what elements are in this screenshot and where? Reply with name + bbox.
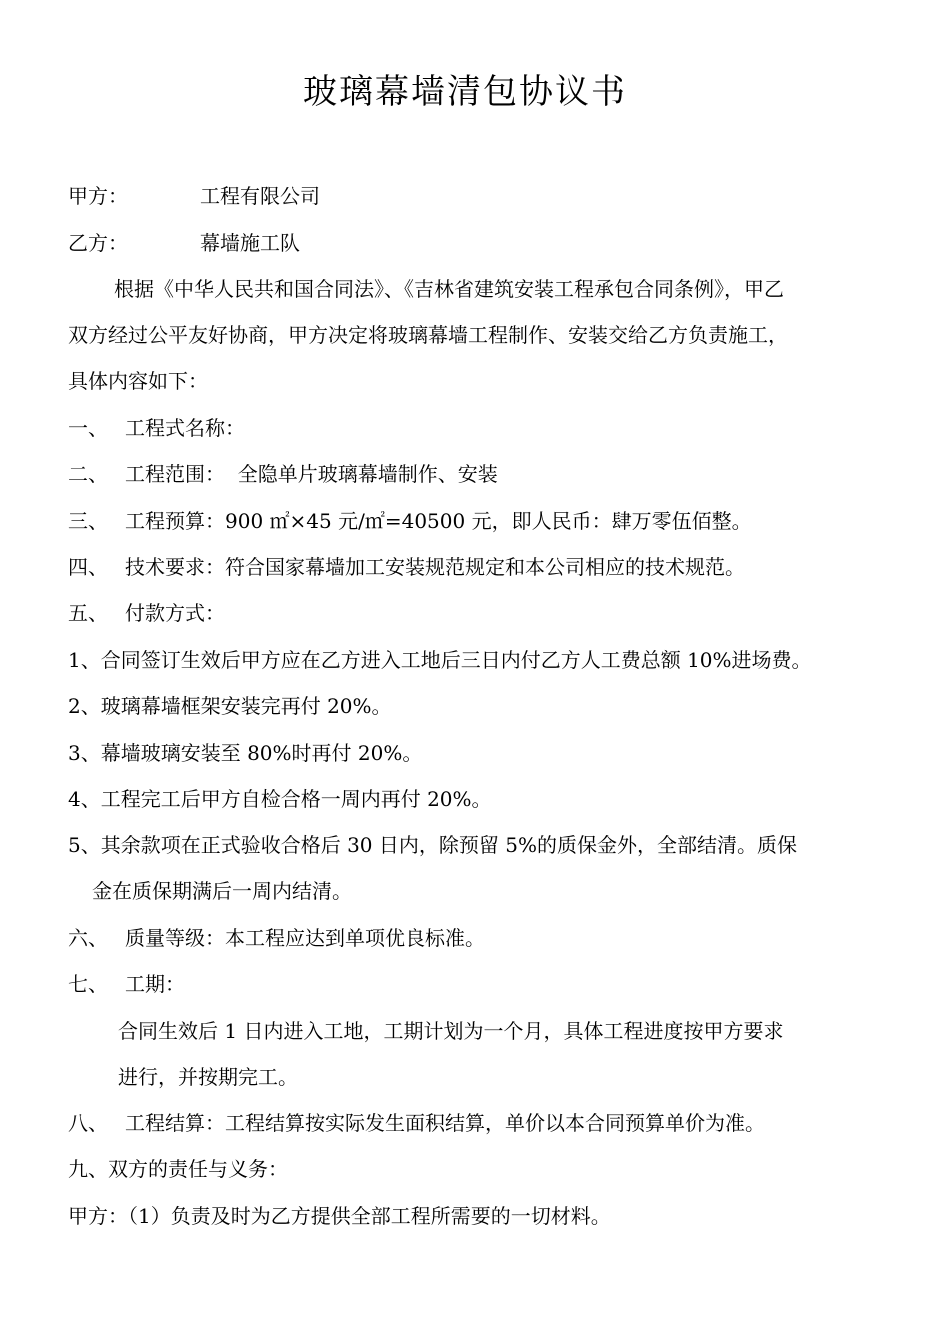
section-text: 技术要求：符合国家幕墙加工安装规范规定和本公司相应的技术规范。 — [125, 555, 745, 579]
party-a-line — [68, 181, 320, 211]
section-number: 二、 — [68, 462, 108, 486]
section-7 — [68, 969, 185, 999]
section-text: 付款方式： — [125, 601, 225, 625]
schedule-line-2: 进行，并按期完工。 — [118, 1065, 298, 1089]
section-text: 工期： — [125, 972, 185, 996]
section-8 — [68, 1108, 765, 1138]
payment-item-5-line-2: 金在质保期满后一周内结清。 — [92, 879, 352, 903]
party-a-label: 甲方： — [68, 184, 128, 208]
section-6 — [68, 923, 485, 953]
payment-item-2: 2、玻璃幕墙框架安装完再付 20%。 — [68, 694, 392, 718]
document-title: 玻璃幕墙清包协议书 — [303, 72, 627, 112]
section-4 — [68, 552, 745, 582]
section-text: 工程范围： 全隐单片玻璃幕墙制作、安装 — [125, 462, 498, 486]
intro-line-1: 根据《中华人民共和国合同法》、《吉林省建筑安装工程承包合同条例》，甲乙 — [114, 277, 784, 301]
section-number: 四、 — [68, 555, 108, 579]
section-9: 九、双方的责任与义务： — [68, 1157, 288, 1181]
intro-line-3: 具体内容如下： — [68, 369, 208, 393]
section-2 — [68, 459, 498, 489]
section-1 — [68, 413, 245, 443]
party-b-label: 乙方： — [68, 231, 128, 255]
payment-item-4: 4、工程完工后甲方自检合格一周内再付 20%。 — [68, 787, 492, 811]
intro-line-2: 双方经过公平友好协商，甲方决定将玻璃幕墙工程制作、安装交给乙方负责施工， — [68, 323, 788, 347]
schedule-line-1: 合同生效后 1 日内进入工地，工期计划为一个月，具体工程进度按甲方要求 — [118, 1019, 784, 1043]
payment-item-1: 1、合同签订生效后甲方应在乙方进入工地后三日内付乙方人工费总额 10%进场费。 — [68, 648, 812, 672]
section-number: 一、 — [68, 416, 108, 440]
party-a-duty-1: 甲方：（1）负责及时为乙方提供全部工程所需要的一切材料。 — [68, 1204, 611, 1228]
section-number: 七、 — [68, 972, 108, 996]
section-5 — [68, 598, 225, 628]
section-text: 质量等级：本工程应达到单项优良标准。 — [125, 926, 485, 950]
section-text: 工程预算：900 ㎡×45 元/㎡=40500 元，即人民币：肆万零伍佰整。 — [125, 509, 752, 533]
section-text: 工程结算：工程结算按实际发生面积结算，单价以本合同预算单价为准。 — [125, 1111, 765, 1135]
party-b-value: 幕墙施工队 — [200, 231, 300, 255]
party-a-value: 工程有限公司 — [200, 184, 320, 208]
section-number: 五、 — [68, 601, 108, 625]
section-number: 八、 — [68, 1111, 108, 1135]
section-text: 工程式名称： — [125, 416, 245, 440]
payment-item-3: 3、幕墙玻璃安装至 80%时再付 20%。 — [68, 741, 423, 765]
payment-item-5-line-1: 5、其余款项在正式验收合格后 30 日内，除预留 5%的质保金外，全部结清。质保 — [68, 833, 797, 857]
section-number: 三、 — [68, 509, 108, 533]
section-3 — [68, 506, 752, 536]
section-number: 六、 — [68, 926, 108, 950]
party-b-line — [68, 228, 300, 258]
